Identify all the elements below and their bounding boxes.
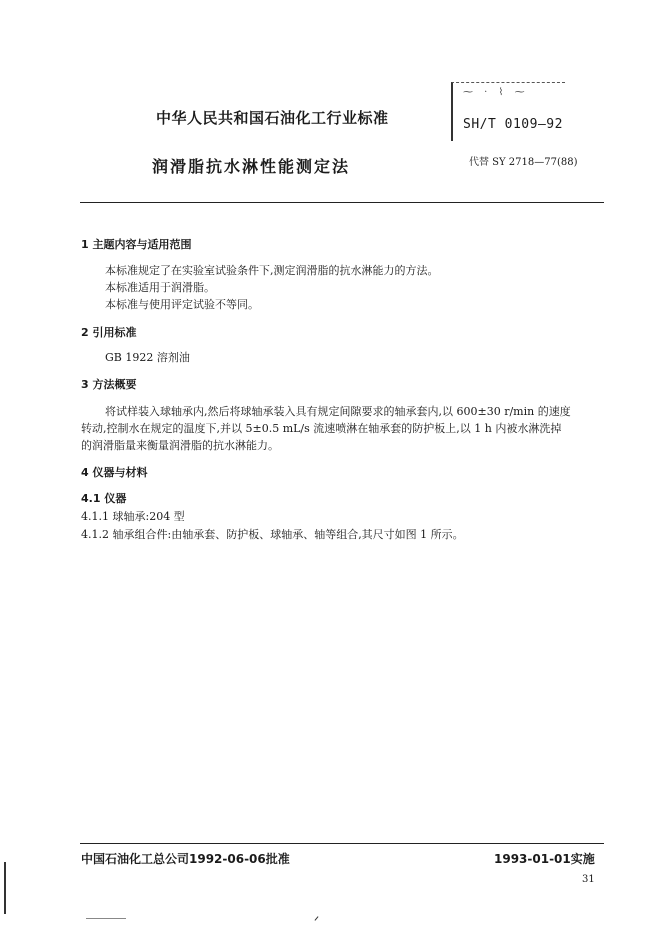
section-1-paragraph-1: 本标准规定了在实验室试验条件下,测定润滑脂的抗水淋能力的方法。 [105, 264, 439, 277]
section-1-heading: 1 主题内容与适用范围 [81, 238, 192, 251]
section-3-line-1: 将试样装入球轴承内,然后将球轴承装入具有规定间隙要求的轴承套内,以 600±30 r/min 的速度 [105, 405, 571, 418]
organization-title: 中华人民共和国石油化工行业标准 [156, 109, 389, 127]
section-2-heading: 2 引用标准 [81, 326, 137, 339]
scan-speck [315, 916, 319, 920]
approval-date: 中国石油化工总公司1992-06-06批准 [81, 852, 290, 866]
section-3-line-3: 的润滑脂量来衡量润滑脂的抗水淋能力。 [81, 439, 279, 452]
scan-edge-mark [4, 862, 6, 914]
standard-code: SH/T 0109—92 [463, 117, 563, 132]
effective-date: 1993-01-01实施 [494, 852, 595, 866]
page-number: 31 [582, 874, 595, 885]
section-1-paragraph-3: 本标准与使用评定试验不等同。 [105, 298, 259, 311]
section-4-1-2: 4.1.2 轴承组合件:由轴承套、防护板、球轴承、轴等组合,其尺寸如图 1 所示。 [81, 528, 464, 541]
section-4-1-1: 4.1.1 球轴承:204 型 [81, 510, 185, 523]
scan-smudge [86, 918, 126, 919]
replaces-standard: 代替 SY 2718—77(88) [469, 157, 578, 168]
stamp-scribble: ⁓ · ⌇ ⁓ [463, 87, 529, 98]
footer-rule [80, 843, 604, 844]
section-4-1-heading: 4.1 仪器 [81, 492, 127, 505]
section-3-heading: 3 方法概要 [81, 378, 137, 391]
document-title: 润滑脂抗水淋性能测定法 [152, 157, 351, 176]
stamp-mark [451, 82, 565, 141]
header-rule [80, 202, 604, 203]
section-3-line-2: 转动,控制水在规定的温度下,并以 5±0.5 mL/s 流速喷淋在轴承套的防护板上,以 1 h 内被水淋洗掉 [81, 422, 562, 435]
section-4-heading: 4 仪器与材料 [81, 466, 148, 479]
section-1-paragraph-2: 本标准适用于润滑脂。 [105, 281, 215, 294]
section-2-reference: GB 1922 溶剂油 [105, 351, 190, 364]
